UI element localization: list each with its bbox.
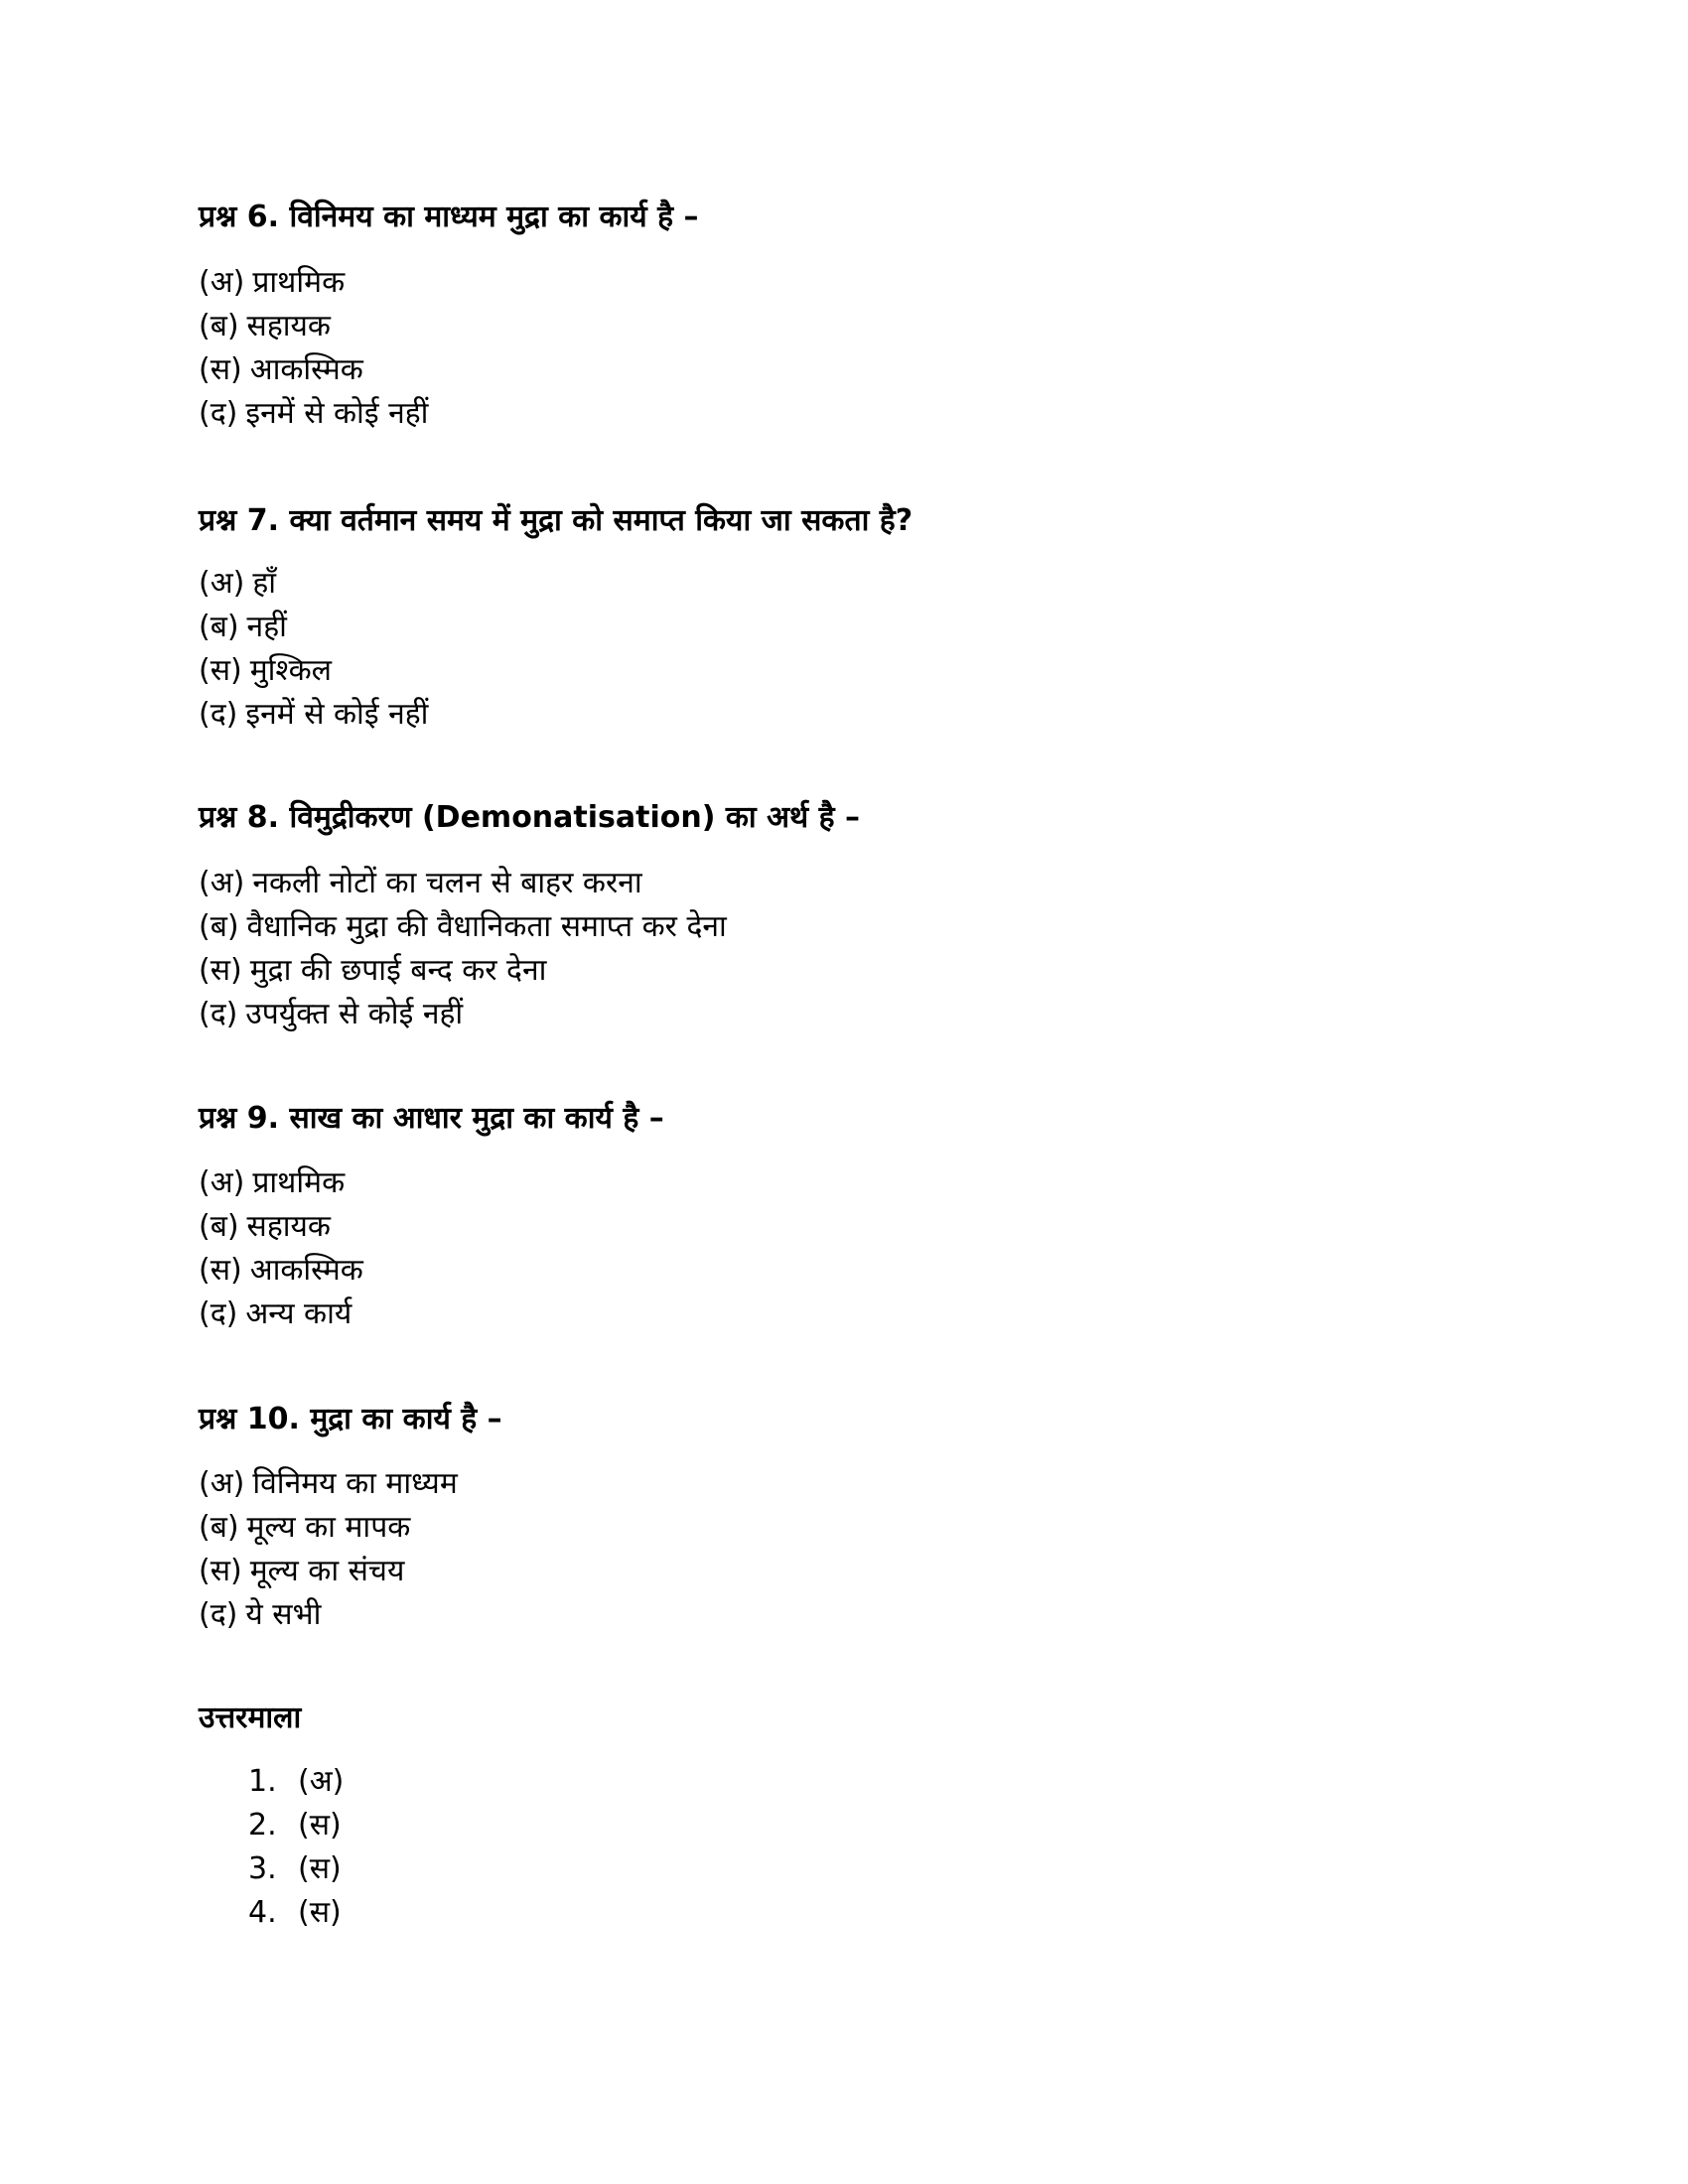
option-label: (ब) — [199, 610, 239, 644]
question-7 — [199, 499, 1489, 732]
answer-value: (अ) — [298, 1764, 345, 1799]
answer-number: 4. — [248, 1895, 277, 1930]
option-text: सहायक — [246, 1209, 331, 1244]
option-label: (ब) — [199, 909, 239, 944]
option-text: आकस्मिक — [249, 352, 363, 387]
option-label: (स) — [199, 1554, 242, 1588]
question-heading: प्रश्न 10. मुद्रा का कार्य है – — [199, 1402, 502, 1436]
question-heading: प्रश्न 8. विमुद्रीकरण (Demonatisation) का अर्थ है – — [199, 800, 861, 835]
option-text: आकस्मिक — [249, 1253, 363, 1288]
option-text: ये सभी — [245, 1597, 322, 1632]
question-heading: प्रश्न 6. विनिमय का माध्यम मुद्रा का कार्य है – — [199, 200, 699, 234]
option-c — [199, 1249, 363, 1293]
answer-list — [248, 1760, 344, 1935]
option-c — [199, 348, 428, 392]
option-a — [199, 862, 727, 905]
answer-item-4 — [248, 1891, 344, 1935]
answer-number: 3. — [248, 1851, 277, 1886]
option-d — [199, 1593, 458, 1637]
option-label: (स) — [199, 1253, 242, 1288]
question-10 — [199, 1398, 1489, 1632]
option-text: नहीं — [246, 610, 287, 644]
option-b — [199, 1205, 363, 1249]
option-d — [199, 392, 428, 436]
question-heading: प्रश्न 9. साख का आधार मुद्रा का कार्य है – — [199, 1101, 664, 1136]
option-label: (अ) — [199, 265, 245, 300]
option-b — [199, 606, 428, 649]
option-c — [199, 649, 428, 693]
option-text: सहायक — [246, 309, 331, 343]
option-text: मूल्य का मापक — [246, 1510, 411, 1545]
answer-key-title: उत्तरमाला — [199, 1701, 302, 1735]
option-label: (स) — [199, 352, 242, 387]
answer-number: 1. — [248, 1764, 277, 1799]
answer-item-1 — [248, 1760, 344, 1804]
option-a — [199, 1462, 458, 1506]
option-d — [199, 693, 428, 737]
option-text: मूल्य का संचय — [249, 1554, 405, 1588]
option-label: (ब) — [199, 1510, 239, 1545]
option-text: विनिमय का माध्यम — [252, 1466, 458, 1501]
option-list — [199, 562, 428, 737]
option-label: (अ) — [199, 1466, 245, 1501]
option-label: (अ) — [199, 866, 245, 900]
option-text: हाँ — [252, 566, 277, 601]
option-label: (ब) — [199, 1209, 239, 1244]
option-label: (द) — [199, 396, 238, 431]
option-label: (द) — [199, 697, 238, 732]
option-label: (स) — [199, 653, 242, 688]
option-a — [199, 1161, 363, 1205]
option-label: (अ) — [199, 1165, 245, 1200]
option-label: (द) — [199, 1597, 238, 1632]
option-text: मुद्रा की छपाई बन्द कर देना — [249, 953, 547, 988]
option-list — [199, 1462, 458, 1637]
option-a — [199, 562, 428, 606]
option-d — [199, 1293, 363, 1336]
option-text: नकली नोटों का चलन से बाहर करना — [252, 866, 642, 900]
option-c — [199, 949, 727, 993]
option-text: वैधानिक मुद्रा की वैधानिकता समाप्त कर देना — [246, 909, 727, 944]
option-b — [199, 1506, 458, 1550]
option-list — [199, 1161, 363, 1336]
option-text: प्राथमिक — [252, 1165, 346, 1200]
option-text: इनमें से कोई नहीं — [245, 396, 429, 431]
answer-value: (स) — [298, 1895, 342, 1930]
option-b — [199, 905, 727, 949]
option-d — [199, 993, 727, 1036]
answer-number: 2. — [248, 1808, 277, 1843]
answer-item-2 — [248, 1804, 344, 1847]
option-text: मुश्किल — [249, 653, 333, 688]
option-text: उपर्युक्त से कोई नहीं — [245, 997, 464, 1031]
option-label: (द) — [199, 1297, 238, 1331]
question-6 — [199, 196, 1489, 431]
option-label: (द) — [199, 997, 238, 1031]
question-heading: प्रश्न 7. क्या वर्तमान समय में मुद्रा को समाप्त किया जा सकता है? — [199, 503, 914, 538]
option-a — [199, 261, 428, 305]
option-list — [199, 862, 727, 1036]
option-text: प्राथमिक — [252, 265, 346, 300]
option-label: (अ) — [199, 566, 245, 601]
option-b — [199, 305, 428, 348]
answer-value: (स) — [298, 1808, 342, 1843]
option-label: (स) — [199, 953, 242, 988]
option-c — [199, 1550, 458, 1593]
option-text: इनमें से कोई नहीं — [245, 697, 429, 732]
question-8 — [199, 796, 1489, 1031]
option-label: (ब) — [199, 309, 239, 343]
answer-key — [199, 1697, 993, 1930]
answer-item-3 — [248, 1847, 344, 1891]
answer-value: (स) — [298, 1851, 342, 1886]
option-list — [199, 261, 428, 436]
question-9 — [199, 1097, 1489, 1331]
option-text: अन्य कार्य — [245, 1297, 352, 1331]
